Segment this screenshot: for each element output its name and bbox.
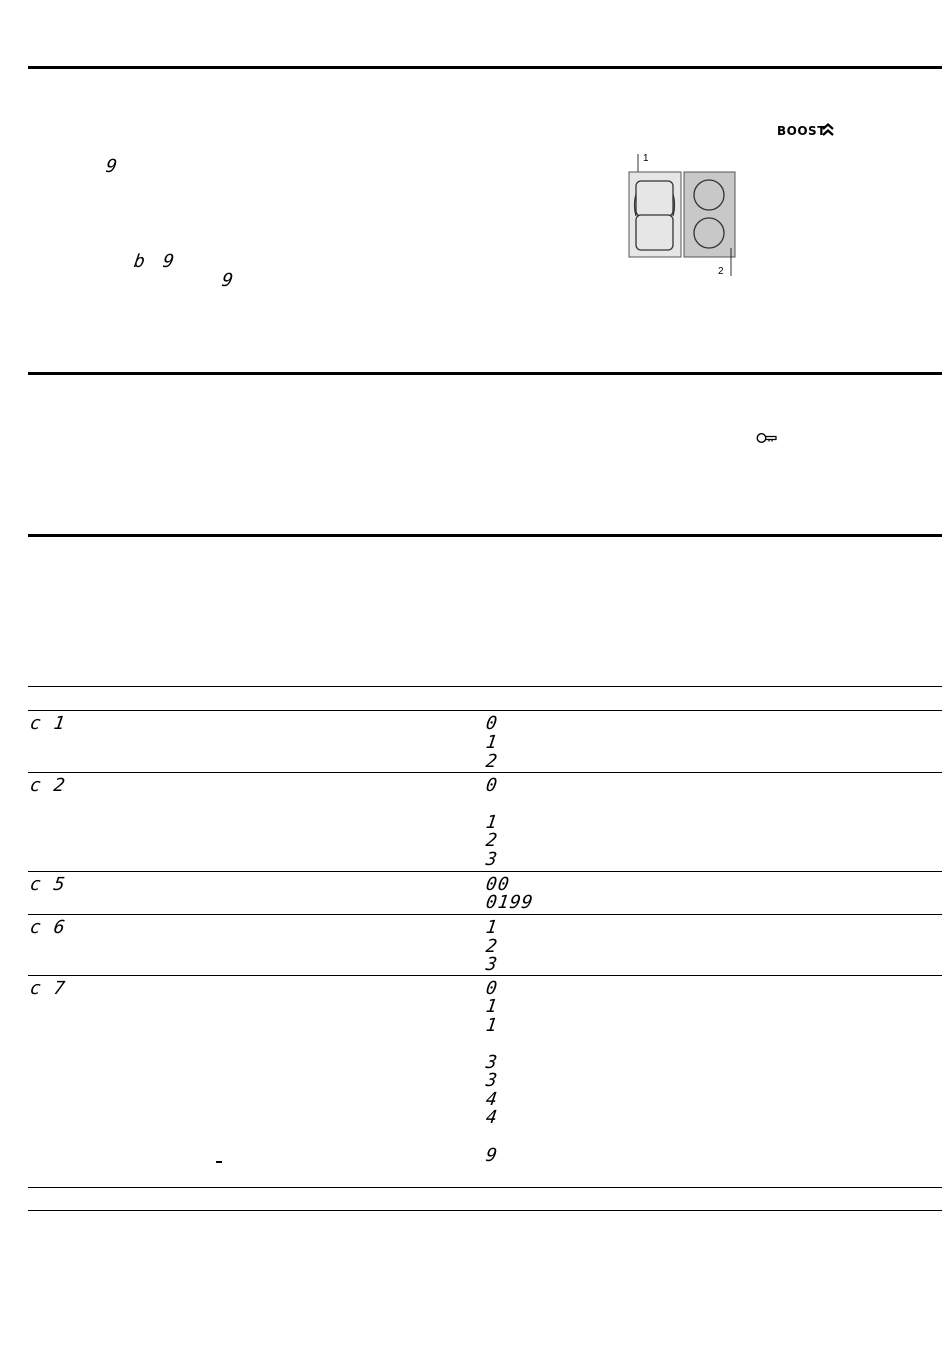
setting-value: 3	[484, 954, 500, 975]
hob-diagram	[620, 150, 750, 280]
double-chevron-up-icon	[821, 123, 835, 137]
setting-value: 1	[484, 812, 500, 833]
setting-code: c 2	[28, 775, 68, 796]
section-rule-top	[28, 66, 942, 69]
diagram-label-2: 2	[718, 266, 724, 277]
boost-label: BOOST	[777, 124, 826, 138]
key-icon	[756, 432, 778, 444]
display-digit-9: 9	[220, 270, 236, 291]
setting-value: 9	[484, 1145, 500, 1166]
setting-value: 2	[484, 936, 500, 957]
setting-value: 0	[484, 978, 500, 999]
table-row-divider	[28, 772, 942, 773]
setting-value: 3	[484, 1070, 500, 1091]
section-rule	[28, 372, 942, 375]
setting-value: 0	[484, 775, 500, 796]
table-header-top	[28, 686, 942, 687]
setting-code: c 5	[28, 874, 68, 895]
setting-value: 2	[484, 830, 500, 851]
setting-value: 1	[484, 917, 500, 938]
setting-value: 00	[484, 874, 512, 895]
setting-value: 4	[484, 1089, 500, 1110]
setting-value: 3	[484, 849, 500, 870]
display-digit-9: 9	[104, 156, 120, 177]
setting-code: c 1	[28, 713, 68, 734]
setting-value: 0199	[484, 892, 535, 913]
table-header-bottom	[28, 710, 942, 711]
setting-value: 0	[484, 713, 500, 734]
display-digit-b: b	[132, 251, 148, 272]
table-row-divider	[28, 871, 942, 872]
setting-code: c 6	[28, 917, 68, 938]
setting-value: 3	[484, 1052, 500, 1073]
table-bottom	[28, 1210, 942, 1211]
table-row-divider	[28, 975, 942, 976]
setting-value: 1	[484, 1015, 500, 1036]
section-rule	[28, 534, 942, 537]
diagram-label-1: 1	[643, 153, 649, 164]
segment-dash	[216, 1161, 222, 1163]
setting-value: 1	[484, 732, 500, 753]
setting-value: 4	[484, 1107, 500, 1128]
setting-value: 1	[484, 996, 500, 1017]
setting-code: c 7	[28, 978, 68, 999]
table-row-divider	[28, 1187, 942, 1188]
table-row-divider	[28, 914, 942, 915]
setting-value: 2	[484, 751, 500, 772]
display-digit-9: 9	[161, 251, 177, 272]
